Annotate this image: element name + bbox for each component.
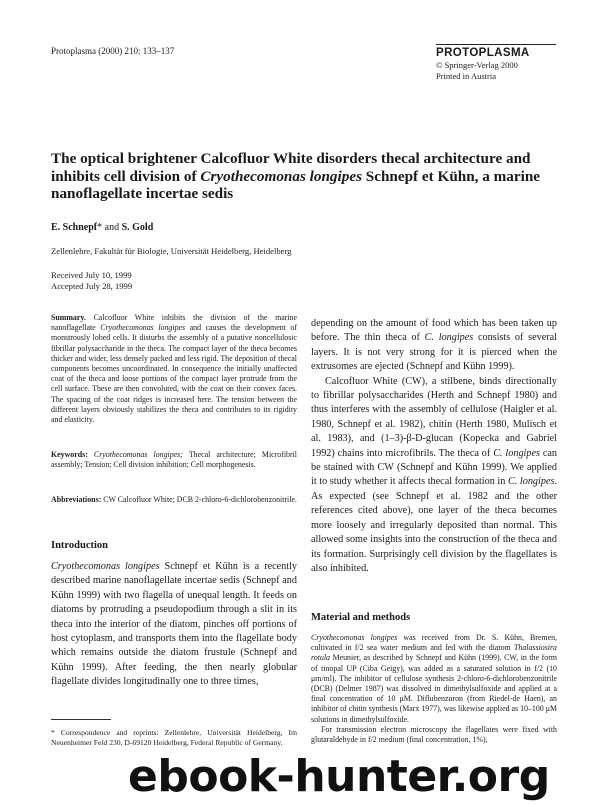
rp1-species: C. longipes <box>424 332 474 344</box>
rp2-text-c: . As expected (see Schnepf et al. 1982 and the other references cited above), one layer of the theca becomes more loosely and irregularly deposited than normal. This allowed some insights into the construction of the theca and its formation. Surprisingly cell division by the flagellates is also inhibited. <box>311 476 557 574</box>
author-line <box>51 222 153 233</box>
intro-body: Schnepf et Kühn is a recently described marine nanoflagellate incertae sedis (Schnepf and Kühn 1999) with two flagella of unequal length. It feeds on diatoms by protruding a pseudopodium through a slit in its theca into the interior of the diatom, pinches off portions of host cytoplasm, and transports them into the flagellate body which remains outside the diatom frustule (Schnepf and Kühn 1999). After feeding, the then nearly globular flagellate divides longitudinally one to three times, <box>51 561 298 688</box>
keywords-label: Keywords: <box>51 450 88 459</box>
author-and: and <box>102 222 122 233</box>
rp2-species-2: C. longipes <box>507 476 555 488</box>
author-1: E. Schnepf <box>51 222 98 233</box>
introduction-heading: Introduction <box>51 540 108 551</box>
affiliation: Zellenlehre, Fakultät für Biologie, Universität Heidelberg, Heidelberg <box>51 246 292 256</box>
abbreviations-text: CW Calcofluor White; DCB 2-chloro-6-dichlorobenzonitrile. <box>101 495 297 504</box>
rp2-species-1: C. longipes <box>493 447 540 459</box>
summary-text-1: Calcofluor White inhibits the division of the marine nanoflagellate <box>51 313 297 333</box>
copyright-line: © Springer-Verlag 2000 <box>436 60 518 70</box>
right-paragraph-2 <box>311 375 557 577</box>
summary-species: Cryothecomonas longipes <box>100 323 186 333</box>
rp2-text-a: Calcofluor White (CW), a stilbene, binds directionally to fibrillar polysaccharides (Herth and Schnepf 1980) and thus interferes with the assembly of cellulose (Haigler et al. 1980, Schnepf et al. 1982), chitin (Herth 1980, Mulisch et al. 1983), and (1–3)-β-D-glucan (Kopecka and Gabriel 1992) chains into microfibrils. The theca of <box>311 375 557 459</box>
right-paragraph-1 <box>311 317 557 375</box>
watermark-text: ebook-hunter.org <box>128 751 550 802</box>
methods-paragraph-1 <box>311 633 557 725</box>
title-species: Cryothecomonas longipes <box>200 167 362 185</box>
printed-line: Printed in Austria <box>436 70 496 81</box>
summary-text-2: and causes the development of monstrously lobed cells. It disturbs the assembly of a putative noncellulosic fibrillar polysaccharide in the theca. The compact layer of the theca becomes thicker and wider, less densely packed and less rigid. The deposition of thecal components becomes uncoordinated. In consequence the initially unaffected coat of the theca and loose portions of the compact layer protrude from the cell surface. These are then convoluted, with the coat on their convex faces. The spacing of the coat ridges is increased here. The tension between the different layers obviously stabilizes the theca and contributes to its rigidity and elasticity. <box>51 323 297 425</box>
correspondence-footnote: * Correspondence and reprints: Zellenlehre, Universität Heidelberg, Im Neuenheimer Feld 230, D-69120 Heidelberg, Federal Republic of Germany. <box>51 728 297 747</box>
summary-block <box>51 313 297 425</box>
methods-text-b: Meunier, as described by Schnepf and Kühn (1999). CW, in the form of tinopal UP (Ciba Geigy), was added as a saturated solution in f/2 (10 μm/ml). The inhibitor of cellulose synthesis 2-chloro-6-dichlorobenzonitrile (DCB) (Delmer 1987) was dissolved in dimethylsulfoxide and applied at a final concentration of 10 μM. Diflubenzuron (from Riedel-de Haen), an inhibitor of chitin synthesis (Marx 1977), was likewise applied as 10–100 μM solutions in dimethylsulfoxide. <box>311 653 557 724</box>
journal-brand-name: PROTOPLASMA <box>436 47 530 59</box>
methods-heading: Material and methods <box>311 612 411 623</box>
keywords-species: Cryothecomonas longipes; <box>87 450 183 459</box>
rp2-text-b: can be stained with CW (Schnepf and Kühn 1999). We applied it to study whether it affects thecal formation in <box>311 447 557 488</box>
article-title <box>51 150 551 203</box>
methods-species: Cryothecomonas longipes <box>311 633 398 642</box>
rp1-text-a: depending on the amount of food which has been taken up before. The thin theca of <box>311 318 557 344</box>
intro-species: Cryothecomonas longipes <box>51 561 160 572</box>
article-dates <box>51 270 132 291</box>
author-mark: * <box>97 222 103 233</box>
introduction-text <box>51 560 297 690</box>
keywords-block <box>51 450 297 470</box>
received-date: Received July 10, 1999 <box>51 270 132 280</box>
methods-text-a: was received from Dr. S. Kühn, Bremen, cultivated in f/2 sea water medium and fed with the diatom <box>311 633 557 653</box>
methods-text-c: For transmission electron microscopy the flagellates were fixed with glutaraldehyde in f/2 medium (final concentration, 1%), <box>311 724 557 745</box>
methods-text <box>311 633 557 745</box>
methods-paragraph-2 <box>311 725 557 745</box>
footnote-rule <box>51 719 111 720</box>
journal-reference: Protoplasma (2000) 210: 133–137 <box>51 46 175 56</box>
abbreviations-label: Abbreviations: <box>51 495 102 504</box>
summary-label: Summary. <box>51 313 86 322</box>
brand-rule <box>436 44 556 45</box>
accepted-date: Accepted July 28, 1999 <box>51 280 133 291</box>
title-text-2: Schnepf et Kühn, a marine nanoflagellate incertae sedis <box>51 167 541 203</box>
author-2: S. Gold <box>121 222 154 233</box>
methods-diatom: Thalassiosira rotula <box>311 643 557 663</box>
journal-brand-block <box>436 44 556 81</box>
keywords-text: Thecal architecture; Microfibril assembly; Tension; Cell division inhibition; Cell morphogenesis. <box>51 450 297 470</box>
title-text-1: The optical brightener Calcofluor White disorders thecal architecture and inhibits cell division of <box>51 150 531 185</box>
right-column-text <box>311 317 557 576</box>
abbreviations-block <box>51 495 297 505</box>
rp1-text-b: consists of several layers. It is not very strong for it is pierced when the extrusomes are ejected (Schnepf and Kühn 1999). <box>311 332 557 373</box>
